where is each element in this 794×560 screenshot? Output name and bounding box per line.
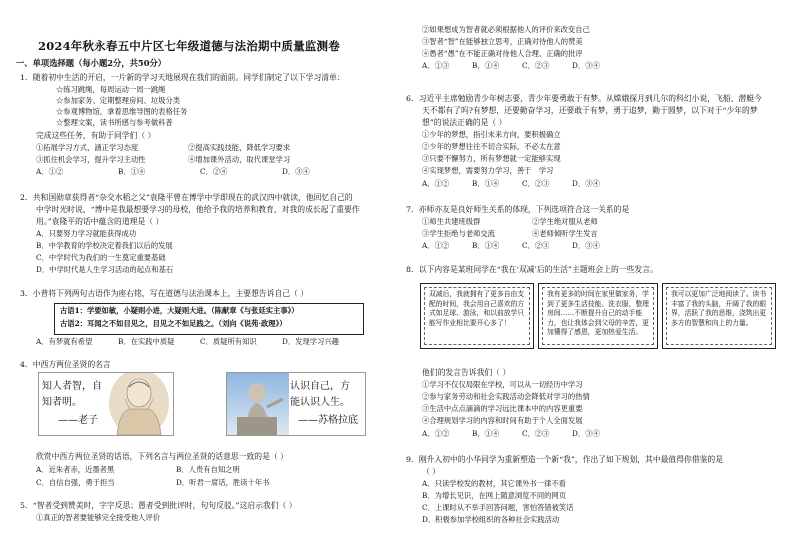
question-1: 1．随着初中生活的开启，一片新的学习天地展现在我们的面前。同学们制定了以下学习清单： (20, 73, 345, 82)
answer-option[interactable]: C．②③ (522, 179, 550, 188)
answer-option[interactable]: B．①④ (472, 429, 500, 438)
answer-option[interactable]: B．①④ (472, 179, 500, 188)
question-text: 中学时光时说，“博中是我最想要学习的母校，他给予我的培养和教育，对我的成长起了重要作 (36, 205, 360, 214)
answer-option[interactable]: A．①③ (422, 61, 450, 70)
answer-option[interactable]: B．①④ (472, 241, 500, 250)
list-item: ☆参加家务、定期整理房间、垃圾分类 (56, 96, 181, 105)
option[interactable]: ③生活中点点滴滴的学习远比课本中的内容更重要 (422, 404, 583, 413)
question-7: 7．亦师亦友是良好师生关系的体现，下列选项符合这一关系的是 (406, 205, 630, 214)
speech-card (420, 283, 534, 349)
answer-option[interactable]: D．发现学习兴趣 (282, 337, 339, 346)
option[interactable]: D．听君一席话，胜读十年书 (176, 478, 270, 487)
question-9: 9．刚升入初中的小华同学为重新塑造一个新“我”，作出了如下规划，其中最值得你借鉴的是 (406, 455, 724, 464)
answer-option[interactable]: D．③④ (572, 241, 600, 250)
laozi-quote-line: 知人者智，自 (42, 381, 102, 392)
option[interactable]: ②如果想成为智者就必须根据他人的评价来改变自己 (422, 25, 590, 34)
answer-option[interactable]: B．①④ (118, 167, 146, 176)
answer-option[interactable]: A．①② (422, 429, 450, 438)
answer-option[interactable]: C．②③ (522, 241, 550, 250)
option[interactable]: ①师生共建班级群 (422, 217, 481, 226)
socrates-quote-line: 认识自己，方 (290, 381, 350, 392)
answer-option[interactable]: A．①② (422, 179, 450, 188)
list-item: ☆整理文案，读书所感与参考做科普 (56, 118, 173, 127)
question-text: 欣赏中西方两位圣贤的话语，下列名言与两位圣贤的话意思一致的是（ ） (36, 452, 288, 461)
quote-line: 古语1：学要如敏，小疑则小进，大疑则大进。（陈献章《与张廷实主事》） (60, 306, 299, 315)
option[interactable]: ①学习不仅仅局限在学校，可以从一切经历中学习 (422, 380, 583, 389)
answer-option[interactable]: D．③④ (572, 179, 600, 188)
answer-option[interactable]: C．②④ (200, 167, 228, 176)
question-text: 他们的发言告诉我们（ ） (422, 368, 511, 377)
answer-option[interactable]: D．③④ (572, 61, 600, 70)
socrates-quote-line: 能认识人生。 (290, 397, 350, 408)
option[interactable]: D．中学时代是人生学习活动的起点和基石 (36, 265, 174, 274)
option[interactable]: B．人贵有自知之明 (176, 465, 240, 474)
socrates-attribution: ——苏格拉底 (298, 415, 358, 426)
speech-text: 双减后，我就拥有了更多自由支配的时间，我会用自己喜欢的方式如足球、游泳，和以前放学只能写作业相比要开心多了！ (429, 290, 525, 327)
list-item: ☆练习跳绳，每周运动一周一跳绳 (56, 85, 166, 94)
option[interactable]: ③学生拒绝与老师交流 (422, 229, 495, 238)
speech-card (662, 283, 776, 349)
question-4: 4．中西方两位圣贤的名言 (20, 360, 111, 369)
laozi-attribution: ——老子 (58, 415, 98, 426)
option[interactable]: A．近朱者赤，近墨者黑 (36, 465, 115, 474)
section-heading: 一、单项选择题（每小题2分，共50分） (16, 58, 167, 68)
question-8: 8．以下内容是某班同学在“我在‘双减’后的生活”主题班会上的一些发言。 (406, 265, 658, 274)
option[interactable]: ③抓住机会学习，提升学习主动性 (36, 155, 146, 164)
question-6: 6．习近平主席勉励青少年树志要，青少年要勇敢于有梦。从嫦娥探月到几尔的科幻小说，飞船、潜艇今 (406, 94, 762, 103)
answer-option[interactable]: C．②③ (522, 429, 550, 438)
answer-option[interactable]: B．在实践中质疑 (118, 337, 175, 346)
option[interactable]: B．中学教育的学校决定着我们以后的发展 (36, 241, 173, 250)
answer-option[interactable]: D．③④ (282, 167, 310, 176)
option[interactable]: D．积极参加学校组织的各种社会实践活动 (422, 515, 560, 524)
option[interactable]: ③智者“智”在能够独立思考，正确对待他人的赞美 (422, 37, 583, 46)
option[interactable]: C．自信自强，勇于担当 (36, 478, 115, 487)
question-text: 完成这些任务，有助于同学们（ ） (36, 131, 156, 140)
answer-option[interactable]: C．②③ (522, 61, 550, 70)
list-item: ☆参观博物馆，拿着思维导图的表格任务 (56, 107, 188, 116)
answer-option[interactable]: A．①② (36, 167, 64, 176)
question-2: 2．共和国勋章获得者“杂交水稻之父”袁隆平曾在博学中学即现在的武汉四中就读，他回忆自己的 (20, 193, 353, 202)
speech-text: 我可以更加广泛地阅读了。读书丰富了我的头脑，开阔了我的眼界，活跃了我的思维，浇筑出更多方的智慧和向上的力量。 (671, 290, 767, 327)
question-3: 3．小普将下列两句古语作为座右铭，写在道德与法治课本上，主要想告诉自己（ ） (20, 289, 309, 298)
option[interactable]: A．只要努力学习就能获得成功 (36, 229, 137, 238)
page-title: 2024年秋永春五中片区七年级道德与法治期中质量监测卷 (38, 39, 340, 53)
option[interactable]: ①拓展学习方式，涵正学习态度 (36, 143, 139, 152)
option[interactable]: ④实现梦想，需要努力学习，善于 学习 (422, 166, 554, 175)
answer-option[interactable]: C．质疑所有知识 (200, 337, 257, 346)
option[interactable]: ④老师倾听学生发言 (532, 229, 598, 238)
question-text: 想”的说法正确的是（ ） (422, 118, 507, 127)
option[interactable]: C．上课时从不举手回答问题，害怕答错被笑话 (422, 503, 574, 512)
option[interactable]: A．只读学校发的教材，其它课外书一律不看 (422, 479, 566, 488)
option[interactable]: ①真正的智者要能够完全接受他人评价 (36, 513, 161, 522)
answer-option[interactable]: A．①② (422, 241, 450, 250)
question-text: 天不都有了吗?有梦想，还要勤奋学习，还要敢于有梦，勇于追梦，勤于圆梦，以下对于“少年的梦 (422, 106, 758, 115)
option[interactable]: ④合理规划学习的内容和时间有助于个人全面发展 (422, 416, 583, 425)
quote-line: 古语2：耳闻之不如目见之，目见之不如足践之。（刘向《说苑·政理》） (60, 319, 287, 328)
speech-text: 我有更多的时间在家里做家务，学到了更多生活技能。洗衣服、整理房间……不断提升自己的动手能力，也让我体会到父母的辛苦，更加懂得了感恩，更加热爱生活。 (547, 290, 649, 337)
question-text: （ ） (422, 467, 441, 476)
option[interactable]: ③只要不懈努力，所有梦想就一定能够实现 (422, 154, 561, 163)
option[interactable]: ①少年的梦想，指引未来方向，要积极确立 (422, 130, 561, 139)
option[interactable]: ②学生绝对服从老师 (532, 217, 598, 226)
option[interactable]: ②提高实践技能，降低学习要求 (188, 143, 291, 152)
answer-option[interactable]: A．有梦就有希望 (36, 337, 93, 346)
option[interactable]: ④愚者“愚”在不能正确对待他人合理、正确的批评 (422, 49, 583, 58)
answer-option[interactable]: D．③④ (572, 429, 600, 438)
speech-card (538, 283, 658, 349)
answer-option[interactable]: B．①④ (472, 61, 500, 70)
option[interactable]: ②少年的梦想往往不切合实际，不必太在意 (422, 142, 561, 151)
laozi-quote-line: 知者明。 (42, 397, 82, 408)
option[interactable]: B．为增长见识，在网上随意浏览不同的网页 (422, 491, 567, 500)
question-5: 5．“智者受到赞美时，字字反思；愚者受到批评时，句句反驳。”这启示我们（ ） (20, 501, 297, 510)
option[interactable]: ④增加课外活动，取代课堂学习 (188, 155, 291, 164)
question-text: 用。”袁隆平的话中蕴含的道理是（ ） (36, 217, 164, 226)
option[interactable]: ②参与家务劳动和社会实践活动会降低对学习的热情 (422, 392, 590, 401)
option[interactable]: C．中学时代为我们的一生奠定重要基础 (36, 253, 166, 262)
